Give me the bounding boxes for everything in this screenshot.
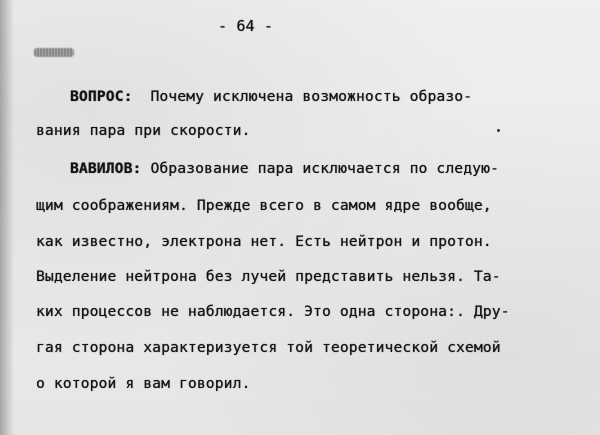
ink-smudge <box>34 48 74 57</box>
answer-line-4: Выделение нейтрона без лучей представить нельзя. Та- <box>36 268 501 285</box>
question-speaker: ВОПРОС: <box>70 88 133 105</box>
ink-dot <box>497 129 500 132</box>
answer-line-1 <box>70 160 499 178</box>
question-line-1 <box>70 88 472 106</box>
answer-line-7: о которой я вам говорил. <box>36 375 251 392</box>
question-text-1: Почему исключена возможность образо- <box>150 88 473 105</box>
answer-line-2: щим соображениям. Прежде всего в самом ядре вообще, <box>36 197 492 214</box>
answer-text-1: Образование пара исключается по следую- <box>150 160 499 177</box>
question-line-2: вания пара при скорости. <box>36 122 251 139</box>
page-number: - 64 - <box>218 17 274 35</box>
answer-line-6: гая сторона характеризуется той теоретической схемой <box>36 339 501 356</box>
answer-speaker: ВАВИЛОВ: <box>70 160 142 177</box>
answer-line-5: ких процессов не наблюдается. Это одна сторона:. Дру- <box>36 303 510 320</box>
answer-line-3: как известно, электрона нет. Есть нейтрон и протон. <box>36 233 492 250</box>
scan-edge-shadow <box>0 0 14 435</box>
